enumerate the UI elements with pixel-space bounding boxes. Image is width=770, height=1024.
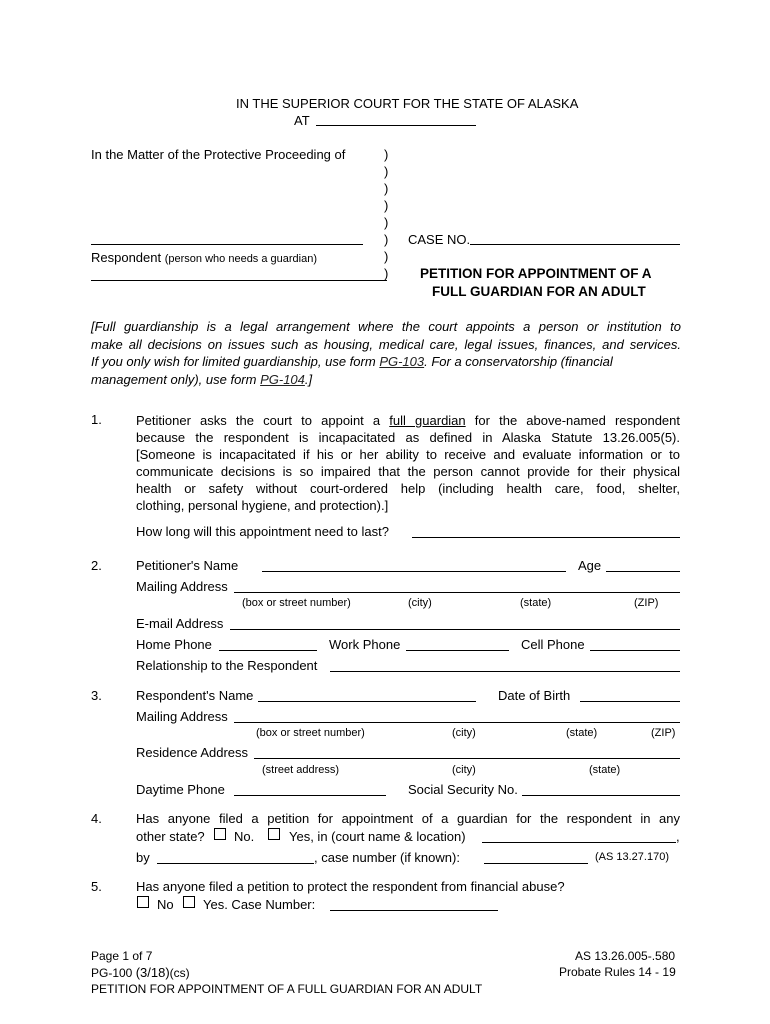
s1-line-4: communicate decisions is so impaired that the person cannot provide for their physical <box>136 464 680 479</box>
respondent-name-field[interactable] <box>258 701 476 702</box>
section-3-number: 3. <box>91 688 102 703</box>
intro-line-3 <box>91 353 681 371</box>
footer-form: PG-100 <box>91 966 133 980</box>
p-sub-city: (city) <box>408 597 432 609</box>
caption-bottom-line <box>91 280 387 281</box>
form-title-line1: PETITION FOR APPOINTMENT OF A <box>420 266 652 281</box>
p-sub-box: (box or street number) <box>242 597 351 609</box>
respondent-name-label: Respondent's Name <box>136 688 254 703</box>
by-field[interactable] <box>157 863 314 864</box>
home-phone-label: Home Phone <box>136 637 212 652</box>
full-guardian-term: full guardian <box>389 413 466 428</box>
petitioner-mailing-label: Mailing Address <box>136 579 228 594</box>
respondent-note: (person who needs a guardian) <box>164 253 318 265</box>
other-state-label: other state? <box>136 829 205 844</box>
r-sub-city: (city) <box>452 727 476 739</box>
case-no-label: CASE NO. <box>408 232 471 247</box>
email-field[interactable] <box>230 629 680 630</box>
r-sub-city2: (city) <box>452 764 476 776</box>
form-title-line2: FULL GUARDIAN FOR AN ADULT <box>432 284 646 299</box>
petitioner-name-label: Petitioner's Name <box>136 558 239 573</box>
relationship-label: Relationship to the Respondent <box>136 658 318 673</box>
s4-no-checkbox[interactable] <box>214 828 226 840</box>
s4-case-number-field[interactable] <box>484 863 588 864</box>
intro-line-1: [Full guardianship is a legal arrangement where the court appoints a person or institution to <box>91 319 681 334</box>
caption-paren-8: ) <box>384 266 389 281</box>
intro-line-4a: management only), use form <box>91 371 257 387</box>
s4-yes-label: Yes, in (court name & location) <box>289 829 466 844</box>
s5-yes-checkbox[interactable] <box>183 896 195 908</box>
footer-title: PETITION FOR APPOINTMENT OF A FULL GUARDIAN FOR AN ADULT <box>91 982 483 996</box>
footer-cs: (cs) <box>169 966 190 980</box>
caption-paren-1: ) <box>384 147 389 162</box>
residence-field[interactable] <box>254 758 680 759</box>
case-number-label: , case number (if known): <box>314 850 460 865</box>
caption-paren-5: ) <box>384 215 389 230</box>
respondent-label-text: Respondent <box>91 250 162 265</box>
age-field[interactable] <box>606 571 680 572</box>
ssn-field[interactable] <box>522 795 680 796</box>
daytime-phone-field[interactable] <box>234 795 386 796</box>
s1-line-6: clothing, personal hygiene, and protection).] <box>136 498 389 513</box>
intro-block <box>91 318 681 388</box>
s5-case-number-field[interactable] <box>330 910 498 911</box>
s4-no-label: No. <box>234 829 255 844</box>
pg104-link[interactable]: PG-104 <box>260 371 305 387</box>
ssn-label: Social Security No. <box>408 782 518 797</box>
intro-line-4b: .] <box>304 371 313 387</box>
s1-line-5: health or safety without court-ordered help (including health care, food, shelter, <box>136 481 680 496</box>
email-label: E-mail Address <box>136 616 224 631</box>
intro-line-2: make all decisions on issues such as housing, medical care, legal issues, finances, and services. <box>91 336 681 352</box>
section-2-number: 2. <box>91 558 102 573</box>
respondent-mailing-label: Mailing Address <box>136 709 228 724</box>
s4-comma: , <box>676 829 680 844</box>
s1-line-3: [Someone is incapacitated if his or her ability to receive and evaluate information or to <box>136 447 680 462</box>
s5-no-label: No <box>157 897 174 912</box>
section-1-text <box>136 412 680 514</box>
work-phone-label: Work Phone <box>329 637 401 652</box>
s4-line-1 <box>136 811 680 826</box>
duration-field[interactable] <box>412 537 680 538</box>
at-location-field[interactable] <box>316 125 476 126</box>
age-label: Age <box>578 558 602 573</box>
s5-question: Has anyone filed a petition to protect the respondent from financial abuse? <box>136 879 565 894</box>
cell-phone-field[interactable] <box>590 650 680 651</box>
caption-paren-3: ) <box>384 181 389 196</box>
s1-line-1 <box>136 412 680 429</box>
caption-paren-4: ) <box>384 198 389 213</box>
footer-rules: Probate Rules 14 - 19 <box>559 965 676 979</box>
by-label: by <box>136 850 150 865</box>
s4-line-1-text: Has anyone filed a petition for appointment of a guardian for the respondent in any <box>136 811 680 826</box>
at-label: AT <box>294 113 310 128</box>
r-sub-state: (state) <box>566 727 598 739</box>
s1-line-1b: for the above-named respondent <box>474 413 680 428</box>
residence-label: Residence Address <box>136 745 249 760</box>
petitioner-name-field[interactable] <box>262 571 566 572</box>
footer-revision: (3/18) <box>135 965 170 980</box>
dob-field[interactable] <box>580 701 680 702</box>
r-sub-box: (box or street number) <box>256 727 365 739</box>
s1-line-2: because the respondent is incapacitated as defined in Alaska Statute 13.26.005(5). <box>136 430 680 445</box>
r-sub-state2: (state) <box>589 764 621 776</box>
s4-yes-checkbox[interactable] <box>268 828 280 840</box>
r-sub-zip: (ZIP) <box>651 727 676 739</box>
section-4-number: 4. <box>91 811 102 826</box>
dob-label: Date of Birth <box>498 688 571 703</box>
s1-line-1a: Petitioner asks the court to appoint a <box>136 413 381 428</box>
caption-paren-7: ) <box>384 249 389 264</box>
p-sub-state: (state) <box>520 597 552 609</box>
daytime-phone-label: Daytime Phone <box>136 782 225 797</box>
footer-page: Page 1 of 7 <box>91 949 153 963</box>
duration-question: How long will this appointment need to last? <box>136 524 389 539</box>
intro-line-3a: If you only wish for limited guardianship, use form <box>91 354 376 369</box>
court-heading: IN THE SUPERIOR COURT FOR THE STATE OF ALASKA <box>236 96 579 111</box>
s4-statute: (AS 13.27.170) <box>595 851 669 863</box>
petitioner-mailing-field[interactable] <box>234 592 680 593</box>
matter-label: In the Matter of the Protective Proceeding of <box>91 147 346 162</box>
caption-paren-2: ) <box>384 164 389 179</box>
respondent-label <box>91 250 317 265</box>
relationship-field[interactable] <box>330 671 680 672</box>
pg103-link[interactable]: PG-103 <box>379 354 425 369</box>
footer-form-id <box>91 965 190 980</box>
caption-paren-6: ) <box>384 232 389 247</box>
case-no-field[interactable] <box>470 244 680 245</box>
court-location-field[interactable] <box>482 842 676 843</box>
s5-yes-label: Yes. Case Number: <box>203 897 316 912</box>
respondent-name-caption-field[interactable] <box>91 244 363 245</box>
respondent-mailing-field[interactable] <box>234 722 680 723</box>
r-sub-street: (street address) <box>262 764 340 776</box>
work-phone-field[interactable] <box>406 650 509 651</box>
p-sub-zip: (ZIP) <box>634 597 659 609</box>
cell-phone-label: Cell Phone <box>521 637 585 652</box>
s5-no-checkbox[interactable] <box>137 896 149 908</box>
section-1-number: 1. <box>91 412 102 427</box>
section-5-number: 5. <box>91 879 102 894</box>
intro-line-3b: . For a conservatorship (financial <box>424 354 613 369</box>
home-phone-field[interactable] <box>219 650 317 651</box>
intro-line-4 <box>91 371 681 389</box>
footer-statute: AS 13.26.005-.580 <box>575 949 676 963</box>
